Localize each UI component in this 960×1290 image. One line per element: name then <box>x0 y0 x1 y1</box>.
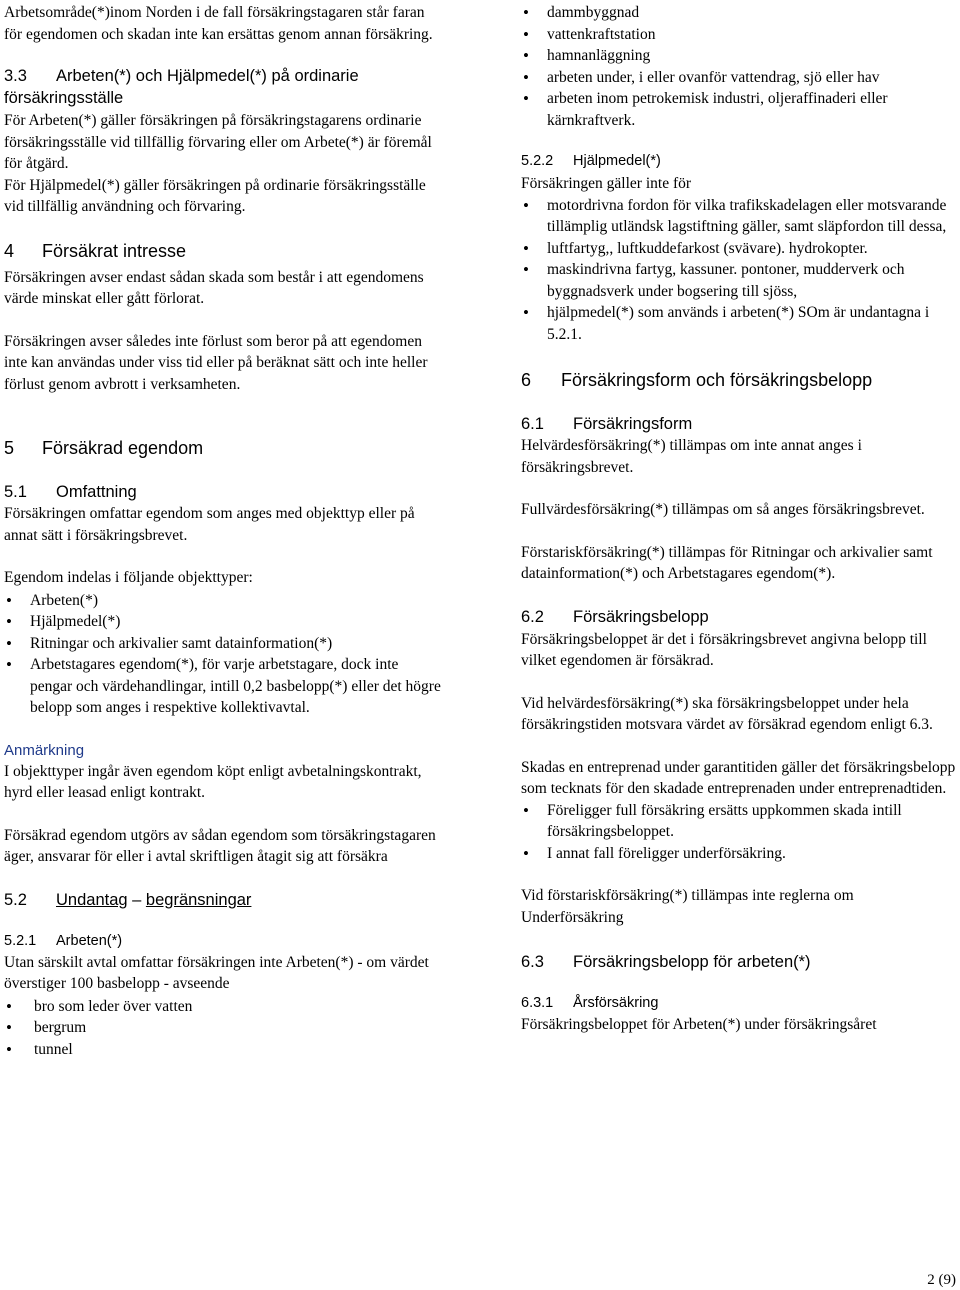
list-item: • hamnanläggning <box>521 45 957 67</box>
list-item: • Arbetstagares egendom(*), för varje arbetstagare, dock inte pengar och värdehandlingar, intill 0,2 basbelopp(*) eller det högre belopp som anges i respektive kollektivavtal. <box>4 654 444 719</box>
exclusion-list <box>4 996 444 1061</box>
section-5-1-p3: Försäkrad egendom utgörs av sådan egendom som törsäkringstagaren äger, ansvarar för eller i avtal skriftligen åtagit sig att försäkra <box>4 826 436 865</box>
list-item: • tunnel <box>4 1039 444 1061</box>
section-6-2-p3: Skadas en entreprenad under garantitiden gäller det försäkringsbelopp som tecknats för den skadade entreprenaden under entreprenadtiden. <box>521 758 956 797</box>
page-number: 2 (9) <box>927 1272 956 1288</box>
section-6-1-heading: 6.1 Försäkringsform <box>521 415 693 433</box>
section-4-p2: Försäkringen avser således inte förlust som beror på att egendomen inte kan användas under viss tid eller på beräknat sätt och inte heller förlust genom avbrott i verksamheten. <box>4 332 428 393</box>
section-5-heading: 5 Försäkrad egendom <box>4 438 204 458</box>
list-item: • Arbeten(*) <box>4 590 444 612</box>
list-item: • arbeten under, i eller ovanför vattendrag, sjö eller hav <box>521 67 957 89</box>
guarantee-list <box>521 800 957 865</box>
intro-paragraph: Arbetsområde(*)inom Norden i de fall försäkringstagaren står faran för egendomen och skadan inte kan ersättas genom annan försäkring. <box>4 4 433 43</box>
section-5-1-p2: Egendom indelas i följande objekttyper: <box>4 569 253 586</box>
section-5-1-p1: Försäkringen omfattar egendom som anges med objekttyp eller på annat sätt i försäkringsbrevet. <box>4 505 415 544</box>
section-6-3-heading: 6.3 Försäkringsbelopp för arbeten(*) <box>521 953 811 971</box>
section-3-3-p1: För Arbeten(*) gäller försäkringen på försäkringstagarens ordinarie försäkringsställe vid tillfällig förvaring eller om Arbete(*) är föremål för åtgärd. <box>4 112 432 172</box>
section-5-2-2-heading: 5.2.2 Hjälpmedel(*) <box>521 153 661 169</box>
section-4-p1: Försäkringen avser endast sådan skada som består i att egendomens värde minskat eller gått förlorat. <box>4 268 424 307</box>
right-column <box>521 0 957 1036</box>
section-6-1-p2: Fullvärdesförsäkring(*) tillämpas om så anges försäkringsbrevet. <box>521 501 925 518</box>
list-item: • bergrum <box>4 1017 444 1039</box>
section-6-2-p4: Vid förstariskförsäkring(*) tillämpas inte reglerna om Underförsäkring <box>521 887 854 926</box>
section-3-3-heading: 3.3 Arbeten(*) och Hjälpmedel(*) på ordinarie försäkringsställe <box>4 67 359 107</box>
section-5-2-heading: 5.2 Undantag – begränsningar <box>4 890 252 909</box>
list-item: • maskindrivna fartyg, kassuner. pontoner, mudderverk och byggnadsverk under bogsering till sjöss, <box>521 259 957 302</box>
section-6-heading: 6 Försäkringsform och försäkringsbelopp <box>521 370 873 390</box>
list-item: • I annat fall föreligger underförsäkring. <box>521 843 957 865</box>
list-item: • vattenkraftstation <box>521 24 957 46</box>
list-item: • motordrivna fordon för vilka trafikskadelagen eller motsvarande tillämplig utländsk lagstiftning gäller, samt släpfordon till dessa, <box>521 195 957 238</box>
tool-exclusion-list <box>521 195 957 346</box>
section-5-2-1-p1: Utan särskilt avtal omfattar försäkringen inte Arbeten(*) - om värdet överstiger 100 basbelopp - avseende <box>4 953 429 992</box>
list-item: • luftfartyg,, luftkuddefarkost (svävare). hydrokopter. <box>521 238 957 260</box>
note-label: Anmärkning <box>4 741 85 759</box>
section-6-1-p3: Förstariskförsäkring(*) tillämpas för Ritningar och arkivalier samt datainformation(*) och Arbetstagares egendom(*). <box>521 543 933 582</box>
list-item: • dammbyggnad <box>521 2 957 24</box>
section-6-2-heading: 6.2 Försäkringsbelopp <box>521 607 709 626</box>
left-column <box>4 0 444 1060</box>
section-6-1-p1: Helvärdesförsäkring(*) tillämpas om inte annat anges i försäkringsbrevet. <box>521 437 862 476</box>
exclusion-list-continued <box>521 2 957 131</box>
list-item: • bro som leder över vatten <box>4 996 444 1018</box>
object-type-list <box>4 590 444 719</box>
section-3-3-p2: För Hjälpmedel(*) gäller försäkringen på ordinarie försäkringsställe vid tillfällig användning och förvaring. <box>4 176 426 215</box>
note-text: I objekttyper ingår även egendom köpt enligt avbetalningskontrakt, hyrd eller leasad enligt kontrakt. <box>4 762 422 801</box>
list-item: • Hjälpmedel(*) <box>4 611 444 633</box>
section-6-2-p2: Vid helvärdesförsäkring(*) ska försäkringsbeloppet under hela försäkringstiden motsvara värdet av försäkrad egendom enligt 6.3. <box>521 694 933 733</box>
list-item: • Föreligger full försäkring ersätts uppkommen skada intill försäkringsbeloppet. <box>521 800 957 843</box>
section-5-2-2-p1: Försäkringen gäller inte för <box>521 175 692 192</box>
list-item: • arbeten inom petrokemisk industri, oljeraffinaderi eller kärnkraftverk. <box>521 88 957 131</box>
section-6-2-p1: Försäkringsbeloppet är det i försäkringsbrevet angivna belopp till vilket egendomen är försäkrad. <box>521 630 927 669</box>
section-5-2-1-heading: 5.2.1 Arbeten(*) <box>4 932 123 949</box>
section-4-heading: 4 Försäkrat intresse <box>4 240 187 261</box>
section-6-3-1-p1: Försäkringsbeloppet för Arbeten(*) under försäkringsåret <box>521 1016 877 1033</box>
section-5-1-heading: 5.1 Omfattning <box>4 483 137 501</box>
section-6-3-1-heading: 6.3.1 Årsförsäkring <box>521 995 659 1011</box>
list-item: • hjälpmedel(*) som används i arbeten(*) SOm är undantagna i 5.2.1. <box>521 302 957 345</box>
list-item: • Ritningar och arkivalier samt datainformation(*) <box>4 633 444 655</box>
